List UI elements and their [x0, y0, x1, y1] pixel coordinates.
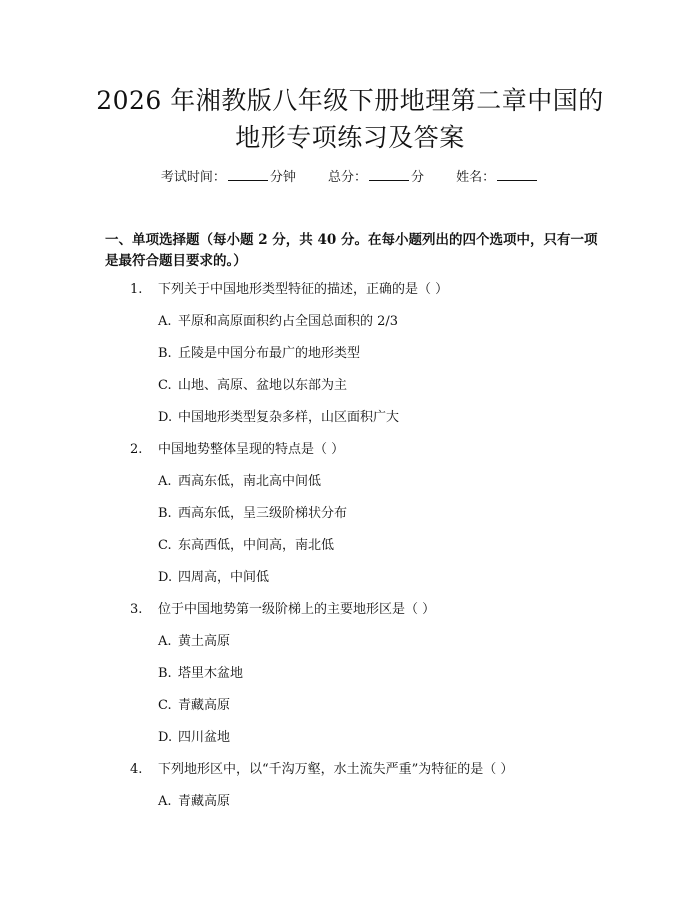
option-letter: D.: [158, 410, 173, 425]
question-4: [130, 761, 513, 779]
exam-meta-line: [0, 168, 700, 187]
question-2-option-a: [158, 473, 321, 491]
option-letter: A.: [158, 474, 172, 489]
option-text: 中国地形类型复杂多样，山区面积广大: [178, 410, 400, 425]
question-2-option-b: [158, 505, 347, 523]
question-1-option-c: [158, 377, 347, 395]
question-3: [130, 601, 435, 619]
option-text: 丘陵是中国分布最广的地形类型: [178, 346, 361, 361]
option-letter: C.: [158, 378, 172, 393]
question-3-option-c: [158, 697, 230, 715]
option-text: 西高东低，呈三级阶梯状分布: [178, 506, 348, 521]
question-number: 4.: [130, 762, 143, 777]
question-1-option-a: [158, 313, 398, 331]
document-title-line-1: 2026 年湘教版八年级下册地理第二章中国的: [96, 86, 604, 115]
student-name-blank: [497, 168, 537, 181]
total-score-unit: 分: [411, 170, 425, 185]
question-number: 3.: [130, 602, 143, 617]
exam-time-label: 考试时间：: [160, 170, 226, 185]
option-text: 西高东低，南北高中间低: [178, 474, 322, 489]
option-letter: B.: [158, 346, 172, 361]
total-score-blank: [369, 168, 409, 181]
question-1-option-b: [158, 345, 360, 363]
option-letter: A.: [158, 314, 172, 329]
document-title-line-2: 地形专项练习及答案: [235, 123, 465, 152]
option-text: 黄土高原: [178, 634, 231, 649]
question-2-option-c: [158, 537, 334, 555]
question-4-option-a: [158, 793, 230, 811]
option-letter: C.: [158, 698, 172, 713]
option-letter: B.: [158, 666, 172, 681]
option-text: 山地、高原、盆地以东部为主: [178, 378, 348, 393]
total-score-field: [328, 168, 424, 187]
question-2-option-d: [158, 569, 269, 587]
question-stem: 下列关于中国地形类型特征的描述，正确的是（ ）: [158, 282, 449, 297]
exam-time-blank: [228, 168, 268, 181]
option-text: 东高西低，中间高，南北低: [178, 538, 335, 553]
option-letter: D.: [158, 730, 173, 745]
option-letter: D.: [158, 570, 173, 585]
exam-time-field: [161, 168, 296, 187]
option-text: 青藏高原: [178, 794, 231, 809]
question-stem: 位于中国地势第一级阶梯上的主要地形区是（ ）: [158, 602, 436, 617]
option-text: 平原和高原面积约占全国总面积的 2/3: [178, 314, 399, 329]
student-name-label: 姓名：: [456, 170, 496, 185]
question-1-option-d: [158, 409, 399, 427]
question-number: 1.: [130, 282, 143, 297]
question-3-option-b: [158, 665, 243, 683]
total-score-label: 总分：: [327, 170, 367, 185]
section-heading-single-choice: 一、单项选择题（每小题 2 分，共 40 分。在每小题列出的四个选项中，只有一项是最符合题目要求的。）: [105, 232, 598, 269]
question-number: 2.: [130, 442, 143, 457]
question-stem: 中国地势整体呈现的特点是（ ）: [158, 442, 345, 457]
question-1: [130, 281, 448, 299]
question-2: [130, 441, 344, 459]
option-text: 青藏高原: [178, 698, 231, 713]
option-text: 四周高，中间低: [178, 570, 270, 585]
question-3-option-d: [158, 729, 230, 747]
option-text: 四川盆地: [178, 730, 231, 745]
exam-time-unit: 分钟: [269, 170, 296, 185]
option-letter: B.: [158, 506, 172, 521]
option-text: 塔里木盆地: [178, 666, 244, 681]
option-letter: C.: [158, 538, 172, 553]
option-letter: A.: [158, 794, 172, 809]
option-letter: A.: [158, 634, 172, 649]
student-name-field: [456, 168, 539, 187]
question-stem: 下列地形区中，以“千沟万壑，水土流失严重”为特征的是（ ）: [158, 762, 514, 777]
question-3-option-a: [158, 633, 230, 651]
